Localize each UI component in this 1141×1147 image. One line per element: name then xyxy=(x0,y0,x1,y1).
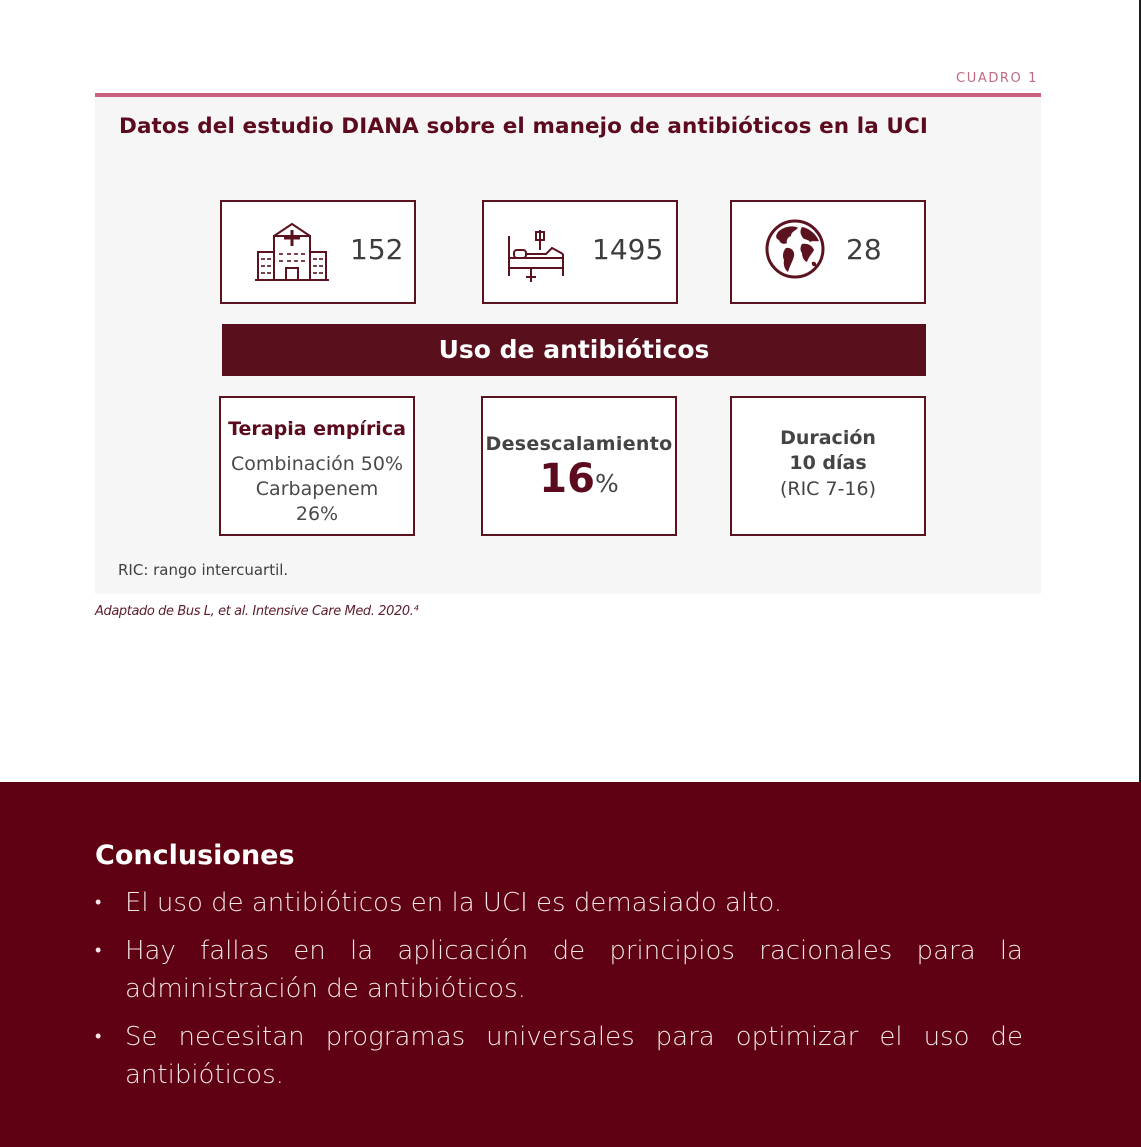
deescalation-number: 16 xyxy=(539,456,595,502)
stat-value-patients: 1495 xyxy=(592,233,664,266)
hospital-bed-icon xyxy=(506,228,568,284)
empirical-carbapenem-value: 26% xyxy=(295,503,339,525)
deescalation-value xyxy=(483,456,675,502)
conclusion-text: Se necesitan programas universales para optimizar el uso de antibióticos. xyxy=(125,1022,1023,1090)
box-deescalation xyxy=(481,396,677,536)
duration-label: Duración xyxy=(780,427,876,449)
stat-box-hospitals xyxy=(220,200,416,304)
conclusions-title: Conclusiones xyxy=(95,840,295,871)
table-label: CUADRO 1 xyxy=(956,71,1038,86)
bullet-icon: • xyxy=(95,892,102,913)
antibiotic-use-banner: Uso de antibióticos xyxy=(222,324,926,376)
list-item xyxy=(95,1018,1023,1094)
conclusions-list xyxy=(95,884,1023,1104)
empirical-therapy-title: Terapia empírica xyxy=(228,418,406,440)
deescalation-unit: % xyxy=(594,469,619,498)
bullet-icon: • xyxy=(95,940,102,961)
list-item xyxy=(95,884,1023,922)
list-item xyxy=(95,932,1023,1008)
conclusion-text: El uso de antibióticos en la UCI es demasiado alto. xyxy=(125,888,783,918)
conclusion-text: Hay fallas en la aplicación de principios racionales para la administración de antibióticos. xyxy=(125,936,1023,1004)
study-panel xyxy=(95,93,1041,594)
conclusions-section xyxy=(0,782,1141,1147)
duration-range: (RIC 7-16) xyxy=(779,478,877,500)
box-empirical-therapy xyxy=(219,396,415,536)
source-citation: Adaptado de Bus L, et al. Intensive Care Med. 2020.⁴ xyxy=(95,604,419,619)
stat-box-patients xyxy=(482,200,678,304)
deescalation-title: Desescalamiento xyxy=(485,433,673,455)
stat-value-hospitals: 152 xyxy=(350,233,404,266)
duration-value: 10 días xyxy=(789,452,867,474)
panel-footnote: RIC: rango intercuartil. xyxy=(118,561,289,579)
panel-title: Datos del estudio DIANA sobre el manejo de antibióticos en la UCI xyxy=(119,114,928,139)
bullet-icon: • xyxy=(95,1026,102,1047)
stat-value-countries: 28 xyxy=(846,233,882,266)
empirical-carbapenem: Carbapenem xyxy=(255,478,379,500)
box-duration xyxy=(730,396,926,536)
hospital-icon xyxy=(254,222,330,284)
empirical-therapy-text xyxy=(227,452,407,527)
duration-title xyxy=(732,426,924,476)
globe-icon xyxy=(764,218,826,280)
empirical-combination: Combinación 50% xyxy=(230,453,404,475)
stat-box-countries xyxy=(730,200,926,304)
